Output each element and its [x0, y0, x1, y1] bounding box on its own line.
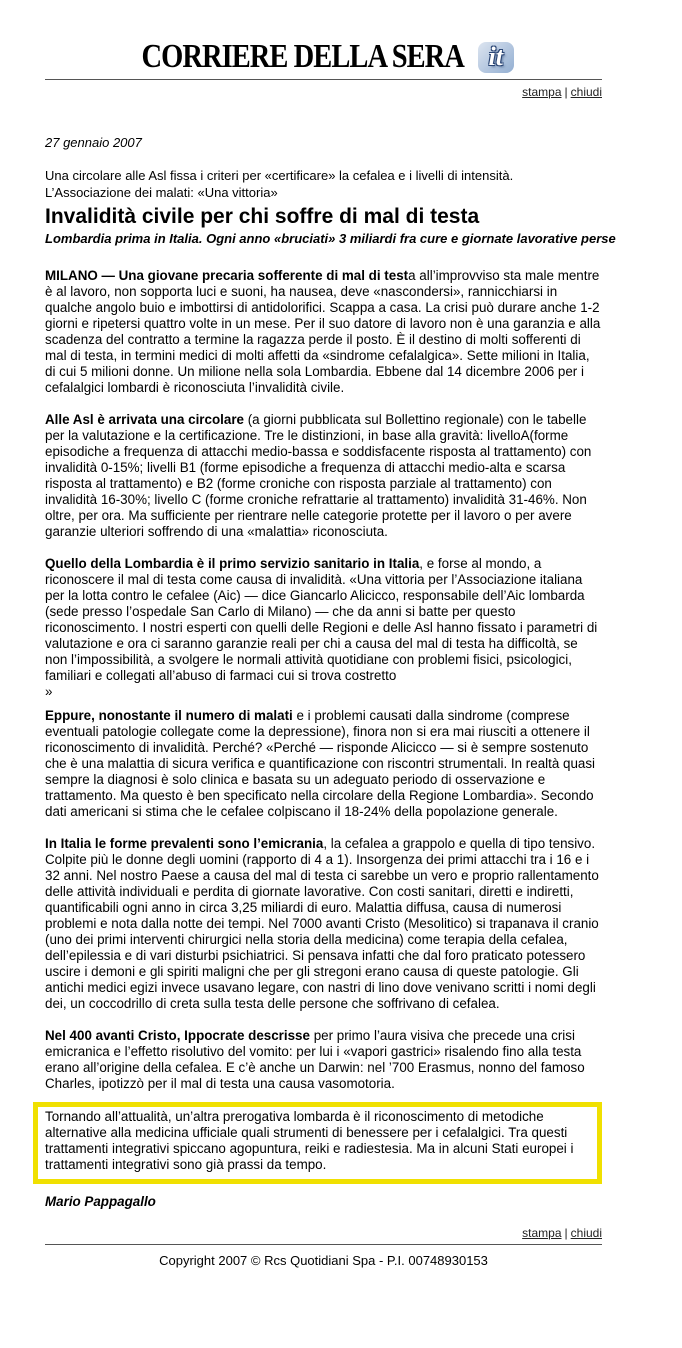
paragraph-lead: Eppure, nonostante il numero di malati: [45, 708, 293, 723]
page-footer: [45, 1226, 602, 1268]
article-body: [45, 268, 602, 1210]
paragraph-lead: Alle Asl è arrivata una circolare: [45, 412, 244, 427]
article-paragraph-5: [45, 836, 602, 1012]
paragraph-lead: In Italia le forme prevalenti sono l’emicrania: [45, 836, 324, 851]
paragraph-text: a all’improvviso sta male mentre è al lavoro, non sopporta luci e suoni, ha nausea, deve «nascondersi», rannicchiarsi in qualche angolo buio e imbottirsi di antidolorifici. Scappa a casa. La crisi può durare anche 1-2 giorni e ripetersi quattro volte in un mese. Per il suo datore di lavoro non è una garanzia e alla scadenza del contratto a termine la ragazza perde il posto. È il destino di molti sofferenti di mal di testa, in termini medici di molti affetti da «sindrome cefalalgica». Sette milioni in Italia, di cui 5 milioni donne. Un milione nella sola Lombardia. Ebbene dal 14 dicembre 2006 per i cefalalgici lombardi è riconosciuta l’invalidità civile.: [45, 268, 601, 395]
highlighted-passage: [33, 1102, 602, 1184]
paragraph-text: per primo l’aura visiva che precede una crisi emicranica e l’effetto risolutivo del vomito: per lui i «vapori gastrici» risalendo fino alla testa erano all’origine della cefalea. E c’è anche un Darwin: nel ’700 Erasmus, nonno del famoso Charles, ipotizzò per il mal di testa una causa vasomotoria.: [45, 1028, 585, 1091]
stampa-link[interactable]: stampa: [522, 85, 562, 99]
article-paragraph-6: [45, 1028, 602, 1092]
closing-guillemet: »: [45, 684, 53, 699]
article-byline: Mario Pappagallo: [45, 1194, 156, 1209]
paragraph-text: e i problemi causati dalla sindrome (comprese eventuali patologie collegate come la depressione), finora non si era mai riusciti a ottenere il riconoscimento di invalidità. Perché? «Perché — risponde Alicicco — si è sempre sostenuto che è una malattia di sicura verifica e quantificazione con riscontri strumentali. In realtà quasi sempre la diagnosi è solo clinica e basata su un adeguato periodo di osservazione e trattamento. Ma questo è ben specificato nella circolare della Regione Lombardia». Secondo dati americani si stima che le cefalee colpiscano il 18-24% della popolazione generale.: [45, 708, 596, 819]
article-kicker: Una circolare alle Asl fissa i criteri per «certificare» la cefalea e i livelli di intensità. L’Associazione dei malati: «Una vittoria»: [45, 168, 514, 200]
chiudi-link-bottom[interactable]: chiudi: [570, 1226, 602, 1240]
link-separator: |: [564, 85, 568, 99]
paragraph-text: , e forse al mondo, a riconoscere il mal di testa come causa di invalidità. «Una vittoria per l’Associazione italiana per la lotta contro le cefalee (Aic) — dice Giancarlo Alicicco, responsabile dell’Aic lombarda (sede presso l’ospedale San Carlo di Milano) — che da anni si batte per questo riconoscimento. I nostri esperti con quelli delle Regioni e delle Asl hanno fissato i parametri di valutazione e ora ci saranno garanzie reali per chi a causa del mal di testa ha difficoltà, se non l’impossibilità, a svolgere le normali attività quotidiane con problemi fisici, psicologici, familiari e collegati all’abuso di farmaci cui si trova costretto: [45, 556, 598, 683]
paragraph-text: (a giorni pubblicata sul Bollettino regionale) con le tabelle per la valutazione e la certificazione. Tre le distinzioni, in base alla gravità: livelloA(forme episodiche a frequenza di attacchi medio-bassa e soddisfacente risposta al trattamento) con invalidità 0-15%; livelli B1 (forme episodiche a frequenza di attacchi medio-alta e scarsa risposta al trattamento) e B2 (forme croniche con risposta parziale al trattamento) con invalidità 16-30%; livello C (forme croniche refrattarie al trattamento) invalidità 31-46%. Non oltre, per ora. Ma sufficiente per rientrare nelle categorie protette per il lavoro o per avere garanzie ulteriori soffrendo di una «malattia» riconosciuta.: [45, 412, 592, 539]
masthead: [45, 0, 602, 74]
paragraph-lead: Quello della Lombardia è il primo servizio sanitario in Italia: [45, 556, 420, 571]
article-paragraph-3: [45, 556, 602, 700]
header-linkbar: [45, 80, 602, 99]
article-date: 27 gennaio 2007: [45, 135, 142, 150]
paragraph-lead: Nel 400 avanti Cristo, Ippocrate descrisse: [45, 1028, 310, 1043]
copyright-notice: Copyright 2007 © Rcs Quotidiani Spa - P.I. 00748930153: [159, 1253, 488, 1268]
chiudi-link[interactable]: chiudi: [570, 85, 602, 99]
stampa-link-bottom[interactable]: stampa: [522, 1226, 562, 1240]
article-paragraph-2: [45, 412, 602, 540]
footer-linkbar: [45, 1226, 602, 1240]
page-content: [45, 0, 616, 1268]
corriere-logo: [133, 37, 513, 75]
paragraph-text: , la cefalea a grappolo e quella di tipo tensivo. Colpite più le donne degli uomini (rapporto di 4 a 1). Insorgenza dei primi attacchi tra i 16 e i 32 anni. Nel nostro Paese a causa del mal di testa ci sarebbe un vero e proprio rallentamento delle attività individuali e perdita di giornate lavorative. Con costi sanitari, diretti e indiretti, quantificabili ogni anno in circa 3,25 miliardi di euro. Malattia diffusa, causa di numerosi problemi e nota dalla notte dei tempi. Nel 7000 avanti Cristo (Mesolitico) si trapanava il cranio (uno dei primi interventi chirurgici nella storia della medicina) come terapia della cefalea, dell’epilessia e di vari disturbi psichiatrici. Si pensava infatti che dal foro praticato potessero uscire i demoni e gli spiriti maligni che per gli stregoni erano causa di queste patologie. Gli antichi medici egizi invece usavano legare, con nastri di lino dove venivano scritti i nomi degli dei, un coccodrillo di creta sulla testa delle persone che soffrivano di cefalea.: [45, 836, 599, 1011]
paragraph-lead: MILANO — Una giovane precaria sofferente di mal di test: [45, 268, 409, 283]
article-paragraph-1: [45, 268, 602, 396]
article-subhead: Lombardia prima in Italia. Ogni anno «bruciati» 3 miliardi fra cure e giornate lavorative perse: [45, 231, 616, 246]
article-headline: Invalidità civile per chi soffre di mal di testa: [45, 205, 480, 228]
highlight-text: Tornando all’attualità, un’altra prerogativa lombarda è il riconoscimento di metodiche alternative alla medicina ufficiale quali strumenti di benessere per i cefalalgici. Tra questi trattamenti integrativi spiccano agopuntura, reiki e radiestesia. Ma in alcuni Stati europei i trattamenti integrativi sono già prassi da tempo.: [45, 1109, 574, 1172]
article: [45, 135, 616, 1210]
logo-it-badge-icon: it: [478, 42, 514, 73]
logo-text: CORRIERE DELLA SERA: [141, 37, 465, 75]
article-paragraph-4: [45, 708, 602, 820]
link-separator: |: [564, 1226, 568, 1240]
footer-rule: [45, 1244, 602, 1245]
